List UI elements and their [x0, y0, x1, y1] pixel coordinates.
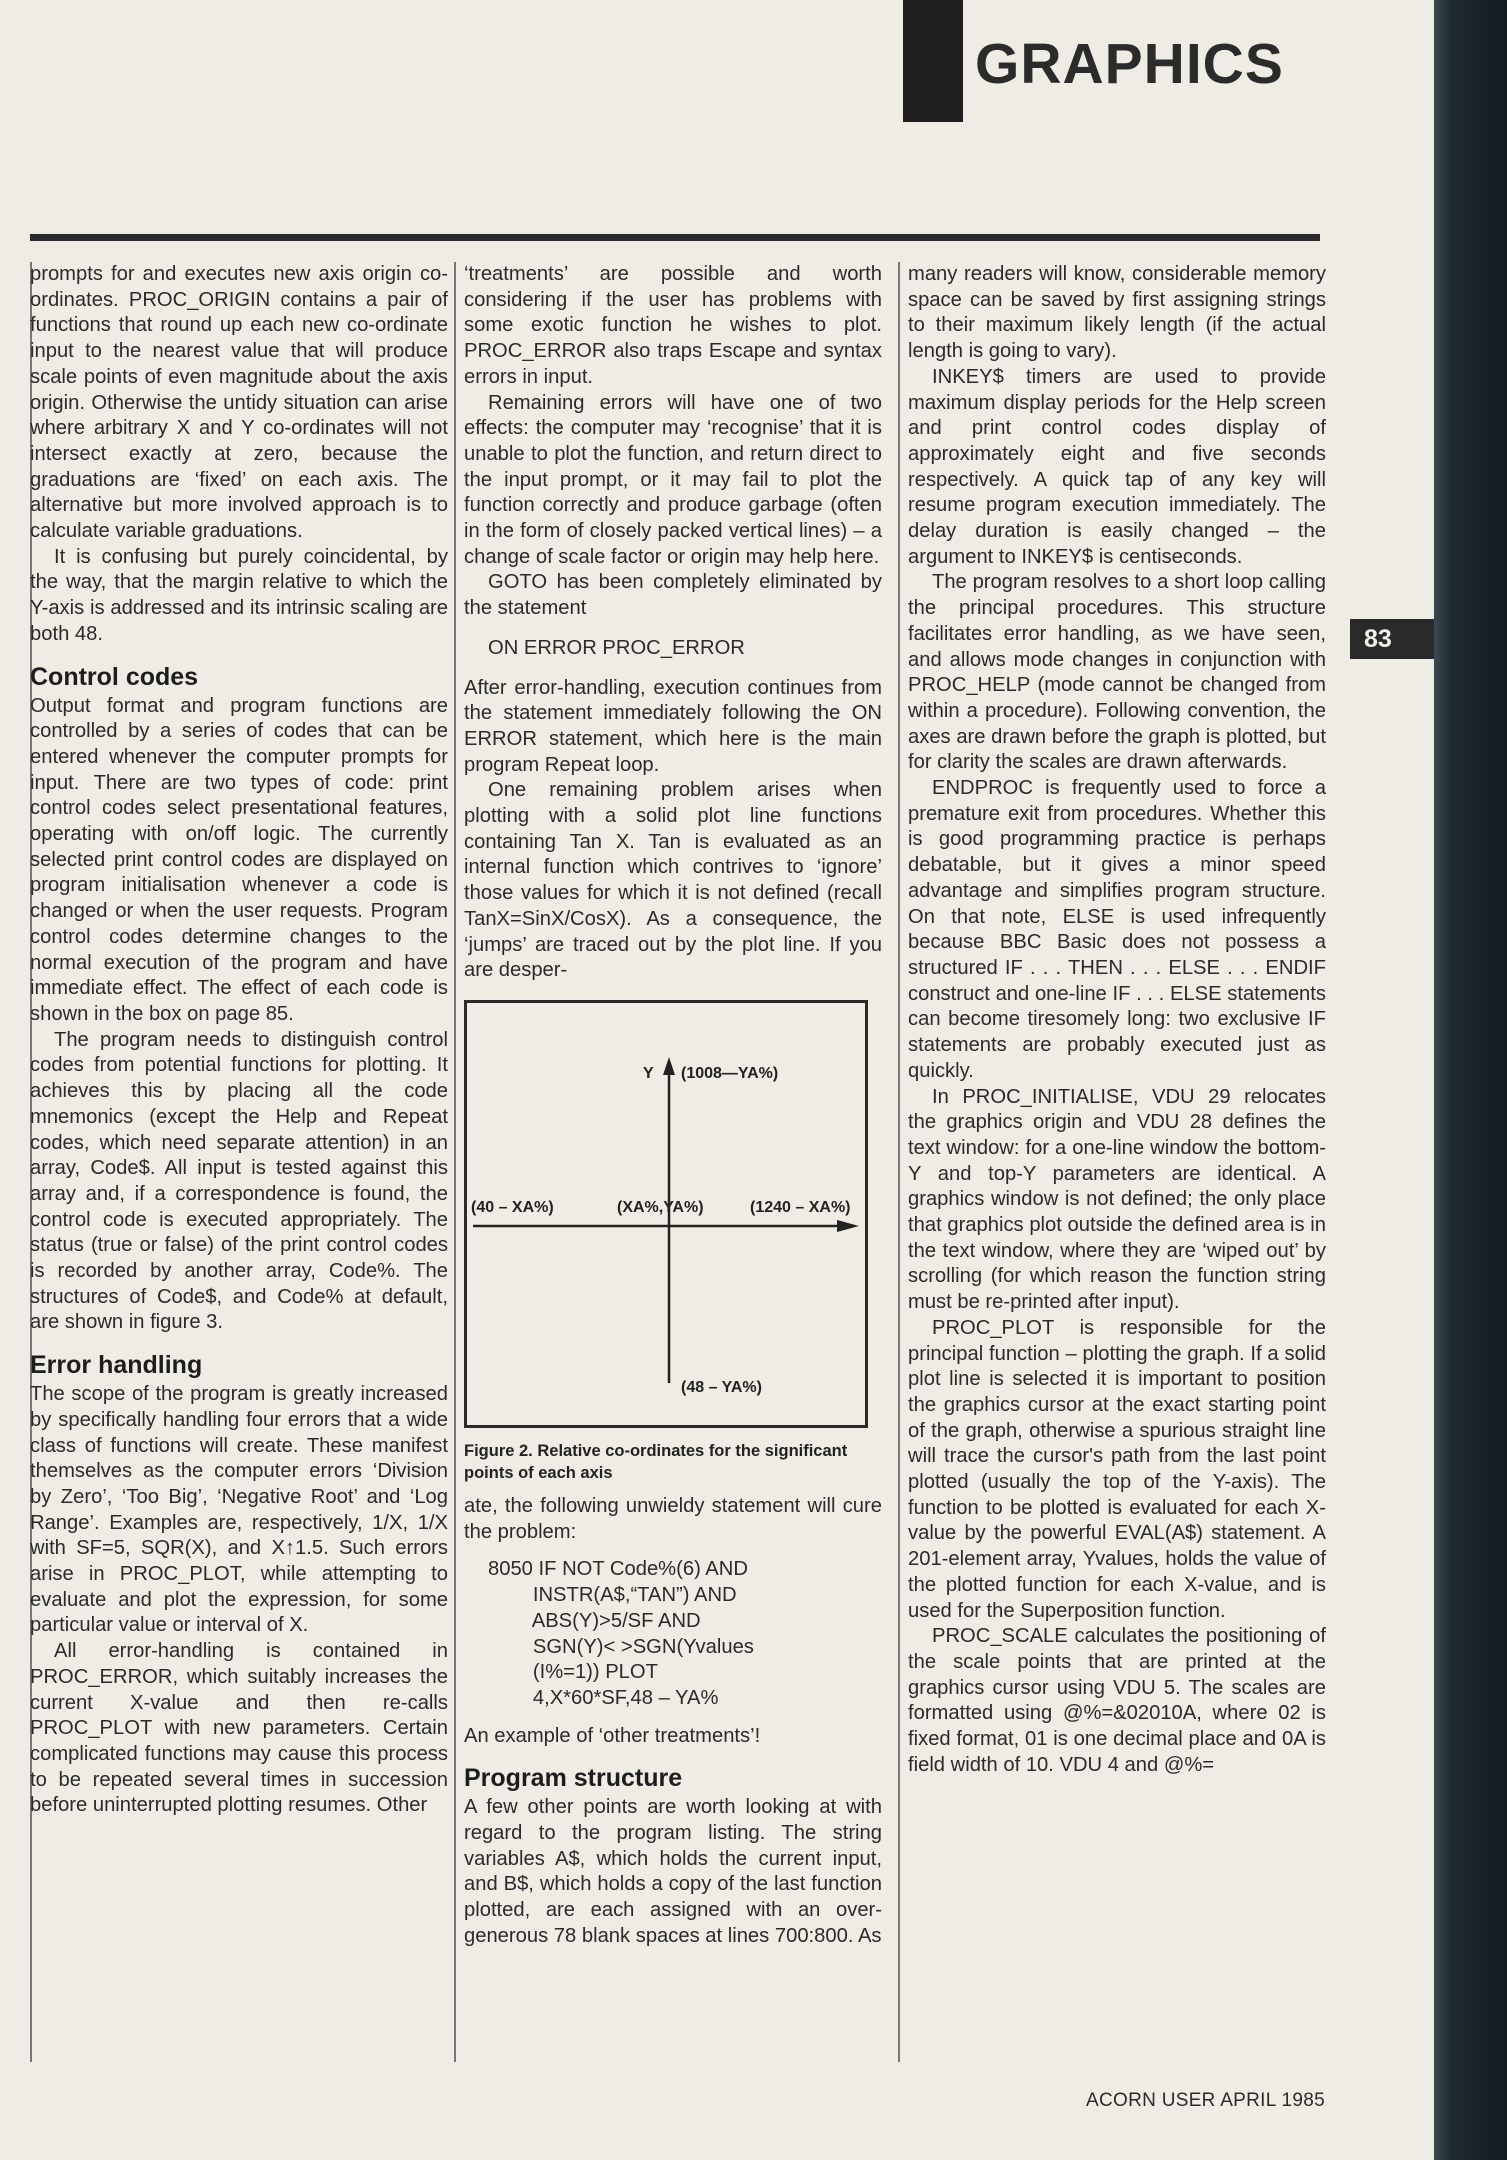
column-3: [908, 262, 1326, 1778]
code-line: INSTR(A$,“TAN”) AND: [488, 1584, 737, 1607]
paragraph: prompts for and executes new axis origin co-ordinates. PROC_ORIGIN contains a pair of functions that round up each new co-ordinate input to the nearest value that will produce scale points of even magnitude about the axis origin. Otherwise the untidy situation can arise where arbitrary X and Y co-ordinates will not intersect exactly at zero, because the graduations are ‘fixed’ on each axis. The alternative but more involved approach is to calculate variable graduations.: [30, 263, 448, 543]
bottom-point-label: (48 – YA%): [681, 1378, 762, 1396]
paragraph: PROC_PLOT is responsible for the principal function – plotting the graph. If a solid plot line is selected it is important to position the graphics cursor at the exact starting point of the graph, otherwise a spurious straight line will trace the cursor's path from the last point plotted (usually the top of the Y-axis). The function to be plotted is evaluated for each X-value by the powerful EVAL(A$) statement. A 201-element array, Yvalues, holds the value of the plotted function for each X-value, and is used for the Superposition function.: [908, 1316, 1326, 1622]
paragraph: Remaining errors will have one of two effects: the computer may ‘recognise’ that it is unable to plot the function, and return direct to the input prompt, or it may fail to plot the function correctly and produce garbage (often in the form of closely packed vertical lines) – a change of scale factor or origin may help here.: [464, 391, 882, 568]
column-2: [464, 262, 882, 1950]
paragraph: All error-handling is contained in PROC_ERROR, which suitably increases the current X-value and then re-calls PROC_PLOT with new parameters. Certain complicated functions may cause this process to be repeated several times in succession before uninterrupted plotting resumes. Other: [30, 1640, 448, 1817]
origin-label: (XA%,YA%): [617, 1198, 704, 1216]
paragraph: In PROC_INITIALISE, VDU 29 relocates the graphics origin and VDU 28 defines the text window: for a one-line window the bottom-Y and top-Y parameters are identical. A graphics window is not defined; the only place that graphics plot outside the defined area is in the text window, where they are ‘wiped out’ by scrolling (for which reason the function string must be re-printed after input).: [908, 1085, 1326, 1314]
heading-control-codes: Control codes: [30, 662, 199, 691]
figure-caption: Figure 2. Relative co-ordinates for the significant points of each axis: [464, 1441, 848, 1482]
y-axis-label: Y: [643, 1064, 654, 1082]
code-line: 4,X*60*SF,48 – YA%: [488, 1686, 719, 1709]
left-point-label: (40 – XA%): [471, 1198, 554, 1216]
top-point-label: (1008—YA%): [681, 1064, 779, 1082]
x-axis-arrow: [837, 1220, 859, 1232]
column-1: [30, 262, 448, 1819]
y-axis-arrow: [663, 1057, 675, 1075]
paragraph: One remaining problem arises when plotting with a solid plot line functions containing Tan X. Tan is evaluated as an internal function which contrives to ‘ignore’ those values for which it is not defined (recall TanX=SinX/CosX). As a consequence, the ‘jumps’ are traced out by the plot line. If you are desper-: [464, 779, 882, 982]
figure-2-box: [464, 1000, 868, 1428]
page-edge: [1434, 0, 1507, 2160]
paragraph: A few other points are worth looking at with regard to the program listing. The string variables A$, which holds the current input, and B$, which holds a copy of the last function plotted, are each assigned with an over-generous 78 blank spaces at lines 700:800. As: [464, 1796, 882, 1947]
column-rule-1: [454, 262, 456, 2062]
paragraph: The scope of the program is greatly increased by specifically handling four errors that a wide class of functions will create. These manifest themselves as the computer errors ‘Division by Zero’, ‘Too Big’, ‘Negative Root’ and ‘Log Range’. Examples are, respectively, 1/X, 1/X with SF=5, SQR(X), and X↑1.5. Such errors arise in PROC_PLOT, while attempting to evaluate and plot the expression, for some particular value or interval of X.: [30, 1383, 448, 1637]
paragraph: ENDPROC is frequently used to force a premature exit from procedures. Whether this is good programming practice is perhaps debatable, but it gives a minor speed advantage and simplifies program structure. On that note, ELSE is used infrequently because BBC Basic does not possess a structured IF . . . THEN . . . ELSE . . . ENDIF construct and one-line IF . . . ELSE statements can become tiresomely long: two exclusive IF statements are probably executed just as quickly.: [908, 777, 1326, 1082]
header-rule: [30, 234, 1320, 241]
column-rule-2: [898, 262, 900, 2062]
paragraph: GOTO has been completely eliminated by the statement: [464, 571, 882, 620]
code-statement: ON ERROR PROC_ERROR: [488, 636, 745, 659]
page-number-tab: 83: [1350, 619, 1434, 659]
paragraph: PROC_SCALE calculates the positioning of the scale points that are printed at the graphics cursor using VDU 5. The scales are formatted using @%=&02010A, where 02 is fixed format, 01 is one decimal place and 0A is field width of 10. VDU 4 and @%=: [908, 1625, 1326, 1776]
right-point-label: (1240 – XA%): [750, 1198, 851, 1216]
header-block: [903, 0, 963, 122]
paragraph: An example of ‘other treatments’!: [464, 1724, 761, 1747]
paragraph: ‘treatments’ are possible and worth considering if the user has problems with some exotic function he wishes to plot. PROC_ERROR also traps Escape and syntax errors in input.: [464, 263, 882, 388]
section-title: GRAPHICS: [975, 32, 1284, 96]
paragraph: ate, the following unwieldy statement will cure the problem:: [464, 1494, 882, 1543]
paragraph: The program resolves to a short loop calling the principal procedures. This structure facilitates error handling, as we have seen, and allows mode changes in conjunction with PROC_HELP (mode cannot be changed from within a procedure). Following convention, the axes are drawn before the graph is plotted, but for clarity the scales are drawn afterwards.: [908, 571, 1326, 774]
footer-credit: ACORN USER APRIL 1985: [1086, 2090, 1325, 2111]
paragraph: INKEY$ timers are used to provide maximum display periods for the Help screen and print control codes display of approximately eight and five seconds respectively. A quick tap of any key will resume program execution immediately. The delay duration is easily changed – the argument to INKEY$ is centiseconds.: [908, 365, 1326, 568]
paragraph: many readers will know, considerable memory space can be saved by first assigning strings to their maximum likely length (if the actual length is going to vary).: [908, 263, 1326, 363]
heading-program-structure: Program structure: [464, 1764, 683, 1793]
paragraph: It is confusing but purely coincidental, by the way, that the margin relative to which the Y-axis is addressed and its intrinsic scaling are both 48.: [30, 545, 448, 645]
code-line: 8050 IF NOT Code%(6) AND: [488, 1558, 748, 1581]
paragraph: The program needs to distinguish control codes from potential functions for plotting. It achieves this by placing all the code mnemonics (except the Help and Repeat codes, which need separate attention) in an array, Code$. All input is tested against this array and, if a correspondence is found, the control code is executed appropriately. The status (true or false) of the print control codes is recorded by another array, Code%. The structures of Code$, and Code% at default, are shown in figure 3.: [30, 1028, 448, 1334]
code-line: (I%=1)) PLOT: [488, 1661, 658, 1684]
paragraph: After error-handling, execution continues from the statement immediately following the ON ERROR statement, which here is the main program Repeat loop.: [464, 676, 882, 776]
paragraph: Output format and program functions are controlled by a series of codes that can be entered whenever the computer prompts for input. There are two types of code: print control codes select presentational features, operating with on/off logic. The currently selected print control codes are displayed on program initialisation whenever a code is changed or when the user requests. Program control codes determine changes to the normal execution of the program and have immediate effect. The effect of each code is shown in the box on page 85.: [30, 694, 448, 1025]
code-listing: [488, 1557, 882, 1711]
code-line: SGN(Y)< >SGN(Yvalues: [488, 1635, 754, 1658]
code-line: ABS(Y)>5/SF AND: [488, 1609, 701, 1632]
heading-error-handling: Error handling: [30, 1351, 203, 1380]
